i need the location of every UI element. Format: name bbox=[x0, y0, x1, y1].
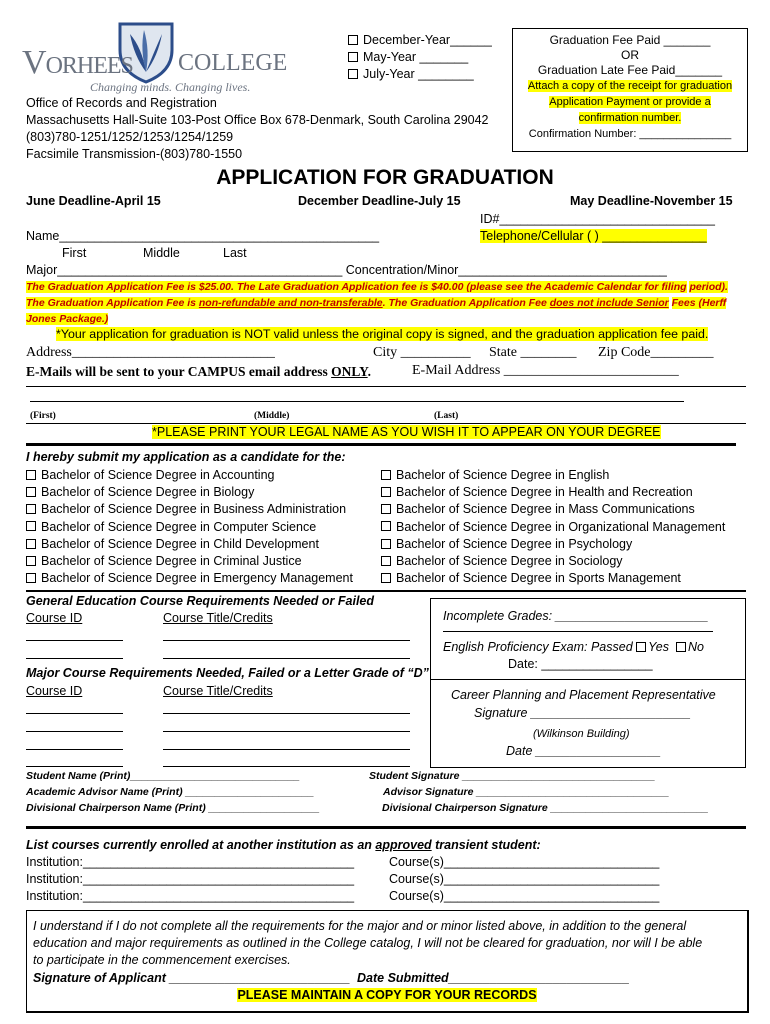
checkbox-icon[interactable] bbox=[348, 52, 358, 62]
statement-line-1: I understand if I do not complete all the requirements for the major and or minor listed above, in addition to the general bbox=[33, 919, 687, 933]
degree-option[interactable]: Bachelor of Science Degree in Sociology bbox=[381, 554, 623, 568]
checkbox-icon[interactable] bbox=[348, 69, 358, 79]
attach-note-2: Application Payment or provide a bbox=[549, 96, 711, 108]
career-signature-field[interactable]: Signature _______________________ bbox=[474, 706, 691, 720]
label-middle: Middle bbox=[143, 246, 180, 260]
office-fax: Facsimile Transmission-(803)780-1550 bbox=[26, 147, 243, 161]
career-planning-label: Career Planning and Placement Representative bbox=[451, 688, 716, 702]
checkbox-icon[interactable] bbox=[381, 487, 391, 497]
checkbox-icon[interactable] bbox=[381, 504, 391, 514]
email-field[interactable]: E-Mail Address _________________________ bbox=[412, 363, 679, 378]
divider bbox=[26, 386, 746, 387]
degree-option[interactable]: Bachelor of Science Degree in Accounting bbox=[26, 468, 274, 482]
checkbox-icon[interactable] bbox=[26, 556, 36, 566]
degree-option[interactable]: Bachelor of Science Degree in Organizational Management bbox=[381, 520, 725, 534]
checkbox-icon[interactable] bbox=[381, 521, 391, 531]
term-july[interactable]: July-Year ________ bbox=[348, 67, 474, 81]
state-field[interactable]: State ________ bbox=[489, 345, 577, 360]
transient-heading: List courses currently enrolled at another institution as an approved transient student: bbox=[26, 838, 541, 852]
courses-field-2[interactable]: Course(s)_______________________________ bbox=[389, 872, 660, 886]
major-id-line-1[interactable] bbox=[26, 713, 123, 714]
candidate-heading: I hereby submit my application as a candidate for the: bbox=[26, 450, 346, 464]
legal-name-notice: *PLEASE PRINT YOUR LEGAL NAME AS YOU WISH IT TO APPEAR ON YOUR DEGREE bbox=[152, 425, 661, 439]
term-may[interactable]: May-Year _______ bbox=[348, 50, 468, 64]
office-address: Massachusetts Hall-Suite 103-Post Office Box 678-Denmark, South Carolina 29042 bbox=[26, 113, 489, 127]
logo-name-college: COLLEGE bbox=[178, 50, 288, 76]
degree-option[interactable]: Bachelor of Science Degree in Computer Science bbox=[26, 520, 316, 534]
checkbox-icon[interactable] bbox=[381, 539, 391, 549]
statement-box bbox=[26, 910, 749, 1013]
degree-option[interactable]: Bachelor of Science Degree in Health and Recreation bbox=[381, 485, 693, 499]
degree-option[interactable]: Bachelor of Science Degree in Child Development bbox=[26, 537, 319, 551]
checkbox-icon[interactable] bbox=[26, 470, 36, 480]
degree-option[interactable]: Bachelor of Science Degree in Biology bbox=[26, 485, 254, 499]
email-notice: E-Mails will be sent to your CAMPUS email address ONLY. bbox=[26, 364, 372, 379]
checkbox-icon[interactable] bbox=[26, 504, 36, 514]
advisor-signature-field[interactable]: Advisor Signature _________________________________ bbox=[383, 786, 670, 798]
checkbox-icon[interactable] bbox=[381, 573, 391, 583]
deadline-december: December Deadline-July 15 bbox=[298, 194, 461, 208]
term-december[interactable]: December-Year______ bbox=[348, 33, 492, 47]
divider bbox=[443, 631, 713, 632]
date-submitted-field[interactable]: Date Submitted__________________________ bbox=[357, 971, 630, 985]
thick-divider bbox=[26, 826, 746, 829]
major-id-line-2[interactable] bbox=[26, 731, 123, 732]
degree-option[interactable]: Bachelor of Science Degree in Psychology bbox=[381, 537, 632, 551]
major-req-heading: Major Course Requirements Needed, Failed or a Letter Grade of “D” bbox=[26, 666, 429, 680]
deadline-june: June Deadline-April 15 bbox=[26, 194, 161, 208]
major-title-line-1[interactable] bbox=[163, 713, 410, 714]
incomplete-grades-field[interactable]: Incomplete Grades: ______________________ bbox=[443, 609, 709, 623]
fee-paid: Graduation Fee Paid _______ bbox=[549, 33, 711, 47]
english-date-field[interactable]: Date: ________________ bbox=[508, 657, 653, 671]
career-date-field[interactable]: Date __________________ bbox=[506, 744, 662, 758]
checkbox-icon[interactable] bbox=[676, 642, 686, 652]
major-req-course-title: Course Title/Credits bbox=[163, 684, 273, 698]
gen-ed-id-line-2[interactable] bbox=[26, 658, 123, 659]
address-field[interactable]: Address_____________________________ bbox=[26, 345, 275, 360]
id-field[interactable]: ID#_______________________________ bbox=[480, 212, 715, 226]
gen-ed-id-line-1[interactable] bbox=[26, 640, 123, 641]
logo-letter-v: V bbox=[22, 44, 46, 81]
checkbox-icon[interactable] bbox=[26, 573, 36, 583]
logo-tagline: Changing minds. Changing lives. bbox=[90, 80, 251, 94]
gen-ed-course-id: Course ID bbox=[26, 611, 83, 625]
fee-or: OR bbox=[621, 48, 639, 62]
divider bbox=[431, 679, 745, 680]
major-title-line-4[interactable] bbox=[163, 766, 410, 767]
student-signature-field[interactable]: Student Signature _________________________________ bbox=[369, 770, 656, 782]
fee-late: Graduation Late Fee Paid_______ bbox=[537, 63, 723, 77]
statement-line-3: to participate in the commencement exercises. bbox=[33, 953, 291, 967]
student-name-field[interactable]: Student Name (Print)_____________________________ bbox=[26, 770, 300, 782]
thick-divider bbox=[26, 590, 746, 592]
requirements-panel bbox=[430, 598, 746, 768]
attach-note-3: confirmation number. bbox=[578, 112, 682, 124]
courses-field-3[interactable]: Course(s)_______________________________ bbox=[389, 889, 660, 903]
zip-field[interactable]: Zip Code_________ bbox=[598, 345, 714, 360]
attach-note-1: Attach a copy of the receipt for graduation bbox=[527, 80, 733, 92]
degree-option[interactable]: Bachelor of Science Degree in Business Administration bbox=[26, 502, 346, 516]
checkbox-icon[interactable] bbox=[26, 521, 36, 531]
major-title-line-3[interactable] bbox=[163, 749, 410, 750]
legal-middle-label: (Middle) bbox=[254, 411, 290, 421]
degree-option[interactable]: Bachelor of Science Degree in Criminal Justice bbox=[26, 554, 302, 568]
name-field[interactable]: Name______________________________________________ bbox=[26, 229, 380, 243]
checkbox-icon[interactable] bbox=[26, 487, 36, 497]
gen-ed-title-line-1[interactable] bbox=[163, 640, 410, 641]
checkbox-icon[interactable] bbox=[381, 556, 391, 566]
degree-option[interactable]: Bachelor of Science Degree in English bbox=[381, 468, 609, 482]
office-phone: (803)780-1251/1252/1253/1254/1259 bbox=[26, 130, 234, 144]
valid-notice: *Your application for graduation is NOT valid unless the original copy is signed, and the graduation application fee paid. bbox=[56, 327, 709, 341]
footer-notice: PLEASE MAINTAIN A COPY FOR YOUR RECORDS bbox=[237, 988, 537, 1002]
gen-ed-title-line-2[interactable] bbox=[163, 658, 410, 659]
major-id-line-3[interactable] bbox=[26, 749, 123, 750]
major-req-course-id: Course ID bbox=[26, 684, 83, 698]
city-field[interactable]: City __________ bbox=[373, 345, 471, 360]
institution-field-1[interactable]: Institution:_______________________________________ bbox=[26, 855, 355, 869]
institution-field-2[interactable]: Institution:_______________________________________ bbox=[26, 872, 355, 886]
checkbox-icon[interactable] bbox=[26, 539, 36, 549]
deadline-may: May Deadline-November 15 bbox=[570, 194, 733, 208]
courses-field-1[interactable]: Course(s)_______________________________ bbox=[389, 855, 660, 869]
checkbox-icon[interactable] bbox=[348, 35, 358, 45]
checkbox-icon[interactable] bbox=[636, 642, 646, 652]
logo-name-orhees: ORHEES bbox=[45, 53, 133, 79]
chair-signature-field[interactable]: Divisional Chairperson Signature ___________________________ bbox=[382, 802, 709, 814]
divider bbox=[26, 423, 746, 424]
label-first: First bbox=[62, 246, 87, 260]
major-title-line-2[interactable] bbox=[163, 731, 410, 732]
degree-option[interactable]: Bachelor of Science Degree in Sports Management bbox=[381, 571, 681, 585]
thick-divider bbox=[26, 443, 736, 446]
institution-field-3[interactable]: Institution:_______________________________________ bbox=[26, 889, 355, 903]
fee-box bbox=[512, 28, 748, 152]
gen-ed-heading: General Education Course Requirements Needed or Failed bbox=[26, 594, 375, 608]
telephone-field[interactable]: Telephone/Cellular ( ) _______________ bbox=[480, 229, 707, 243]
checkbox-icon[interactable] bbox=[381, 470, 391, 480]
page-title: APPLICATION FOR GRADUATION bbox=[216, 166, 554, 189]
confirmation-number[interactable]: Confirmation Number: _______________ bbox=[528, 128, 732, 140]
advisor-name-field[interactable]: Academic Advisor Name (Print) ______________________ bbox=[26, 786, 314, 798]
building-label: (Wilkinson Building) bbox=[533, 728, 630, 740]
english-proficiency: English Proficiency Exam: Passed Yes No bbox=[443, 640, 704, 654]
legal-last-label: (Last) bbox=[434, 411, 459, 421]
legal-first-label: (First) bbox=[30, 411, 56, 421]
gen-ed-course-title: Course Title/Credits bbox=[163, 611, 273, 625]
major-id-line-4[interactable] bbox=[26, 766, 123, 767]
degree-option[interactable]: Bachelor of Science Degree in Emergency Management bbox=[26, 571, 353, 585]
fee-notice: The Graduation Application Fee is $25.00. The Late Graduation Application fee is $40.00 (please see the Academic Calendar for filing period). The Graduation Application Fee is non-refundable and non-transferable. The Graduation Application Fee does not include Senior Fees (Herff Jones Package.) bbox=[26, 281, 728, 325]
label-last: Last bbox=[223, 246, 247, 260]
legal-name-line[interactable] bbox=[30, 401, 684, 402]
degree-option[interactable]: Bachelor of Science Degree in Mass Communications bbox=[381, 502, 695, 516]
chair-name-field[interactable]: Divisional Chairperson Name (Print) ___________________ bbox=[26, 802, 320, 814]
statement-line-2: education and major requirements as outlined in the College catalog, I will not be cleared for graduation, nor will I be able bbox=[33, 936, 703, 950]
applicant-signature-field[interactable]: Signature of Applicant __________________________ bbox=[33, 971, 351, 985]
office-name: Office of Records and Registration bbox=[26, 96, 217, 110]
major-concentration-field[interactable]: Major_________________________________________ Concentration/Minor______________________________ bbox=[26, 263, 667, 277]
